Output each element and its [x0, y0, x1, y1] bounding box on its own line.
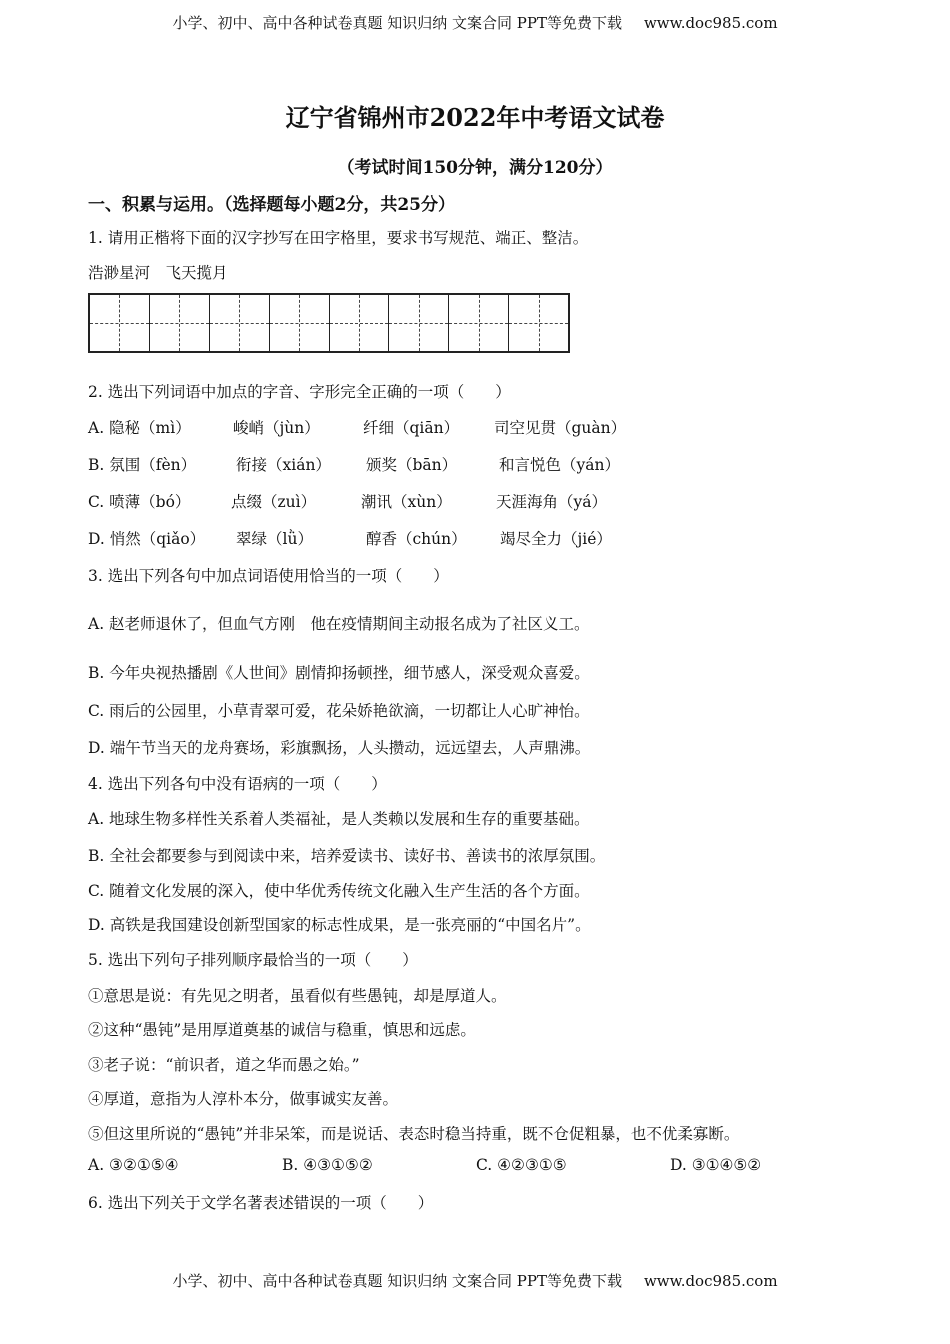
q5-sentence-5: ⑤但这里所说的“愚钝”并非呆笨，而是说话、表态时稳当持重，既不仓促粗暴，也不优柔寡断。 — [88, 1125, 740, 1143]
q2-a3: 纤细（qiān） — [363, 419, 460, 437]
q2-stem: 2. 选出下列词语中加点的字音、字形完全正确的一项（ ） — [88, 383, 511, 401]
grid-cell[interactable] — [509, 295, 568, 351]
q5-option-b: B. ④③①⑤② — [282, 1156, 373, 1174]
q5-option-c: C. ④②③①⑤ — [476, 1156, 567, 1174]
footer-text: 小学、初中、高中各种试卷真题 知识归纳 文案合同 PPT等免费下载 — [172, 1272, 622, 1290]
q5-sentence-1: ①意思是说：有先见之明者，虽看似有些愚钝，却是厚道人。 — [88, 987, 507, 1005]
grid-cell[interactable] — [90, 295, 150, 351]
exam-title: 辽宁省锦州市2022年中考语文试卷 — [285, 103, 665, 132]
footer-url[interactable]: www.doc985.com — [643, 1272, 778, 1290]
header-text: 小学、初中、高中各种试卷真题 知识归纳 文案合同 PPT等免费下载 — [172, 14, 622, 32]
q2-b2: 衔接（xián） — [236, 456, 331, 474]
q2-a2: 峻峭（jùn） — [233, 419, 320, 437]
q3-option-b: B. 今年央视热播剧《人世间》剧情抑扬顿挫，细节感人，深受观众喜爱。 — [88, 664, 590, 682]
q2-a1: A. 隐秘（mì） — [88, 419, 191, 437]
q2-a4: 司空见贯（guàn） — [494, 419, 627, 437]
q2-d2: 翠绿（lǜ） — [236, 530, 313, 548]
q5-stem: 5. 选出下列句子排列顺序最恰当的一项（ ） — [88, 951, 418, 969]
q5-option-d: D. ③①④⑤② — [670, 1156, 762, 1174]
page-footer — [0, 1270, 950, 1291]
q4-stem: 4. 选出下列各句中没有语病的一项（ ） — [88, 775, 387, 793]
q5-sentence-3: ③老子说：“前识者，道之华而愚之始。” — [88, 1056, 360, 1074]
section-heading: 一、积累与运用。（选择题每小题2分，共25分） — [88, 195, 455, 215]
q2-b3: 颁奖（bān） — [366, 456, 458, 474]
q4-option-b: B. 全社会都要参与到阅读中来，培养爱读书、读好书、善读书的浓厚氛围。 — [88, 847, 606, 865]
q3-option-c: C. 雨后的公园里，小草青翠可爱，花朵娇艳欲滴，一切都让人心旷神怡。 — [88, 702, 590, 720]
q2-c1: C. 喷薄（bó） — [88, 493, 191, 511]
page-header — [0, 12, 950, 33]
q2-b1: B. 氛围（fèn） — [88, 456, 197, 474]
q2-b4: 和言悦色（yán） — [499, 456, 620, 474]
exam-subtitle: （考试时间150分钟，满分120分） — [337, 158, 613, 178]
q2-d1: D. 悄然（qiǎo） — [88, 530, 206, 548]
q1-text: 浩渺星河 飞天揽月 — [88, 264, 228, 282]
q3-option-d: D. 端午节当天的龙舟赛场，彩旗飘扬，人头攒动，远远望去，人声鼎沸。 — [88, 739, 591, 757]
tianzige-grid[interactable] — [88, 293, 570, 353]
q4-option-a: A. 地球生物多样性关系着人类福祉，是人类赖以发展和生存的重要基础。 — [88, 810, 590, 828]
q5-sentence-4: ④厚道，意指为人淳朴本分，做事诚实友善。 — [88, 1090, 399, 1108]
grid-cell[interactable] — [210, 295, 270, 351]
q2-c4: 天涯海角（yá） — [496, 493, 607, 511]
q4-option-c: C. 随着文化发展的深入，使中华优秀传统文化融入生产生活的各个方面。 — [88, 882, 590, 900]
q3-stem: 3. 选出下列各句中加点词语使用恰当的一项（ ） — [88, 567, 449, 585]
grid-cell[interactable] — [389, 295, 449, 351]
q2-d4: 竭尽全力（jié） — [500, 530, 612, 548]
q2-d3: 醇香（chún） — [366, 530, 467, 548]
grid-cell[interactable] — [449, 295, 509, 351]
q6-stem: 6. 选出下列关于文学名著表述错误的一项（ ） — [88, 1194, 434, 1212]
q2-c2: 点缀（zuì） — [231, 493, 317, 511]
grid-cell[interactable] — [270, 295, 330, 351]
q5-sentence-2: ②这种“愚钝”是用厚道奠基的诚信与稳重，慎思和远虑。 — [88, 1021, 476, 1039]
q5-option-a: A. ③②①⑤④ — [88, 1156, 179, 1174]
header-url[interactable]: www.doc985.com — [643, 14, 778, 32]
grid-cell[interactable] — [330, 295, 390, 351]
q4-option-d: D. 高铁是我国建设创新型国家的标志性成果，是一张亮丽的“中国名片”。 — [88, 916, 591, 934]
q3-option-a: A. 赵老师退休了，但血气方刚 他在疫情期间主动报名成为了社区义工。 — [88, 615, 590, 633]
q1-stem: 1. 请用正楷将下面的汉字抄写在田字格里，要求书写规范、端正、整洁。 — [88, 229, 589, 247]
q2-c3: 潮讯（xùn） — [361, 493, 452, 511]
grid-cell[interactable] — [150, 295, 210, 351]
